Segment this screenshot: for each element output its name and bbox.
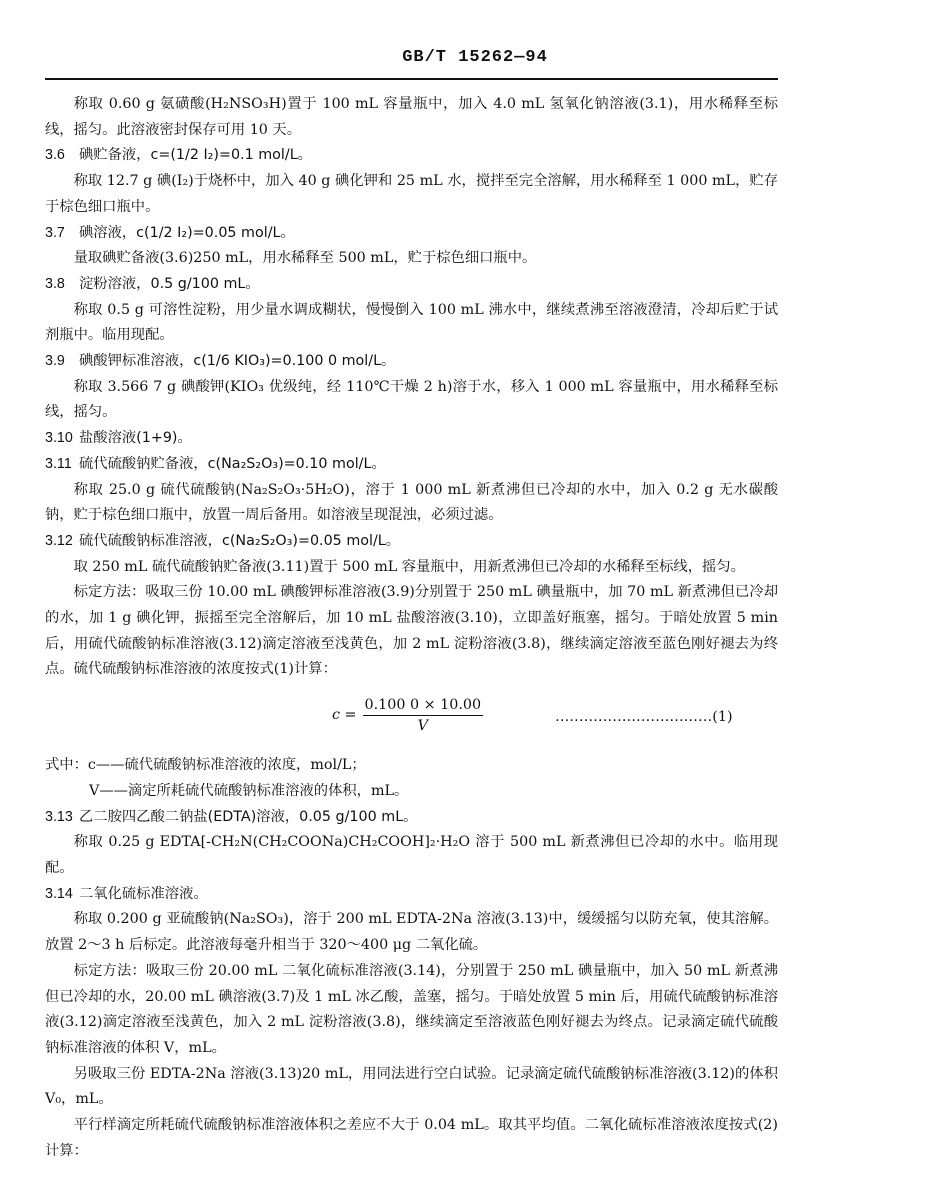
section-title: 硫代硫酸钠贮备液，c(Na₂S₂O₃)=0.10 mol/L。: [79, 455, 386, 472]
section-heading: [45, 221, 778, 247]
section-heading: [45, 882, 778, 908]
section-title: 碘溶液，c(1/2 I₂)=0.05 mol/L。: [79, 224, 295, 241]
formula-lhs: c =: [332, 706, 357, 723]
section-heading: [45, 272, 778, 298]
section-title: 淀粉溶液，0.5 g/100 mL。: [79, 275, 260, 292]
paragraph: 称取 0.25 g EDTA[-CH₂N(CH₂COONa)CH₂COOH]₂·H₂O 溶于 500 mL 新煮沸但已冷却的水中。临用现配。: [45, 834, 778, 876]
paragraph: 取 250 mL 硫代硫酸钠贮备液(3.11)置于 500 mL 容量瓶中，用新煮沸但已冷却的水稀释至标线，摇匀。: [73, 558, 745, 575]
document-body: [45, 92, 778, 1164]
section-part-2: [45, 805, 778, 1165]
standard-header: GB/T 15262—94: [402, 48, 548, 67]
paragraph: 称取 0.200 g 亚硫酸钠(Na₂SO₃)，溶于 200 mL EDTA-2Na 溶液(3.13)中，缓缓摇匀以防充氧，使其溶解。放置 2～3 h 后标定。此溶液每毫升相当于 320～400 μg 二氧化硫。: [45, 911, 778, 954]
paragraph: 称取 25.0 g 硫代硫酸钠(Na₂S₂O₃·5H₂O)，溶于 1 000 mL 新煮沸但已冷却的水中，加入 0.2 g 无水碳酸钠，贮于棕色细口瓶中，放置一周后备用。如溶液呈现混浊，必须过滤。: [45, 481, 778, 524]
paragraph: 称取 0.5 g 可溶性淀粉，用少量水调成糊状，慢慢倒入 100 mL 沸水中，继续煮沸至溶液澄清，冷却后贮于试剂瓶中。临用现配。: [45, 301, 778, 344]
section-title: 碘贮备液，c=(1/2 I₂)=0.1 mol/L。: [79, 147, 312, 164]
paragraph: 另吸取三份 EDTA-2Na 溶液(3.13)20 mL，用同法进行空白试验。记录滴定硫代硫酸钠标准溶液(3.12)的体积 V₀，mL。: [45, 1065, 778, 1108]
section-number: 3.7: [45, 224, 65, 241]
paragraph: 称取 12.7 g 碘(I₂)于烧杯中，加入 40 g 碘化钾和 25 mL 水，搅拌至完全溶解，用水稀释至 1 000 mL，贮存于棕色细口瓶中。: [45, 173, 778, 215]
formula-denominator: V: [417, 718, 428, 735]
section-number: 3.6: [45, 147, 65, 164]
section-heading: [45, 349, 778, 375]
paragraph: 标定方法：吸取三份 20.00 mL 二氧化硫标准溶液(3.14)，分别置于 250 mL 碘量瓶中，加入 50 mL 新煮沸但已冷却的水，20.00 mL 碘溶液(3.7)及 1 mL 冰乙酸，盖塞，摇匀。于暗处放置 5 min 后，用硫代硫酸钠标准溶液(3.12)滴定溶液至浅黄色，加入 2 mL 淀粉溶液(3.8)，继续滴定至溶液蓝色刚好褪去为终点。记录滴定硫代硫酸钠标准溶液的体积 V，mL。: [45, 962, 778, 1056]
section-heading: [45, 452, 778, 478]
section-title: 硫代硫酸钠标准溶液，c(Na₂S₂O₃)=0.05 mol/L。: [79, 532, 401, 549]
paragraph: 称取 0.60 g 氨磺酸(H₂NSO₃H)置于 100 mL 容量瓶中，加入 4.0 mL 氢氧化钠溶液(3.1)，用水稀释至标线，摇匀。此溶液密封保存可用 10 天。: [45, 96, 778, 138]
where-v: V——滴定所耗硫代硫酸钠标准溶液的体积，mL。: [89, 782, 409, 799]
formula-1: [45, 689, 778, 753]
section-number: 3.14: [45, 885, 73, 902]
section-heading: [45, 529, 778, 555]
section-number: 3.12: [45, 532, 73, 549]
section-heading: [45, 426, 778, 452]
where-c: 式中：c——硫代硫酸钠标准溶液的浓度，mol/L；: [45, 757, 366, 774]
section-number: 3.9: [45, 353, 65, 370]
section-number: 3.11: [45, 455, 72, 472]
paragraph: 平行样滴定所耗硫代硫酸钠标准溶液体积之差应不大于 0.04 mL。取其平均值。二氧化硫标准溶液浓度按式(2)计算：: [45, 1117, 778, 1159]
section-title: 盐酸溶液(1+9)。: [79, 430, 192, 447]
formula-number: ……………………………(1): [555, 709, 733, 726]
header-rule: [45, 78, 778, 80]
formula-numerator: 0.100 0 × 10.00: [363, 695, 484, 716]
section-number: 3.8: [45, 275, 65, 292]
section-title: 碘酸钾标准溶液，c(1/6 KIO₃)=0.100 0 mol/L。: [79, 353, 396, 370]
paragraph: 量取碘贮备液(3.6)250 mL，用水稀释至 500 mL，贮于棕色细口瓶中。: [73, 250, 537, 267]
section-title: 乙二胺四乙酸二钠盐(EDTA)溶液，0.05 g/100 mL。: [79, 808, 418, 825]
section-part-1: [45, 92, 778, 683]
section-number: 3.10: [45, 430, 73, 447]
section-heading: [45, 143, 778, 169]
paragraph: 标定方法：吸取三份 10.00 mL 碘酸钾标准溶液(3.9)分别置于 250 mL 碘量瓶中，加 70 mL 新煮沸但已冷却的水，加 1 g 碘化钾，振摇至完全溶解后，加 10 mL 盐酸溶液(3.10)，立即盖好瓶塞，摇匀。于暗处放置 5 min 后，用硫代硫酸钠标准溶液(3.12)滴定溶液至浅黄色，加 2 mL 淀粉溶液(3.8)，继续滴定溶液至蓝色刚好褪去为终点。硫代硫酸钠标准溶液的浓度按式(1)计算：: [45, 584, 778, 678]
section-title: 二氧化硫标准溶液。: [79, 885, 208, 902]
section-number: 3.13: [45, 808, 73, 825]
paragraph: 称取 3.566 7 g 碘酸钾(KIO₃ 优级纯，经 110℃干燥 2 h)溶于水，移入 1 000 mL 容量瓶中，用水稀释至标线，摇匀。: [45, 378, 778, 421]
section-heading: [45, 805, 778, 831]
